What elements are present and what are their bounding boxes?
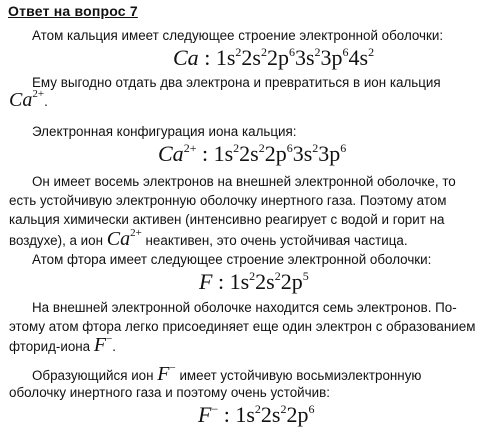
paragraph-line: воздухе), а ион $Ca^{2+}$ неактивен, это очень устойчивая частица. <box>9 227 408 250</box>
formula-fluorine-configuration <box>199 270 309 294</box>
orbital-term: $1s^2$ <box>235 402 261 427</box>
ion-charge: − <box>211 402 219 416</box>
orbital-term: $4s^2$ <box>348 45 375 70</box>
paragraph-calcium-ionization <box>32 75 441 91</box>
formula-separator: : <box>218 402 236 427</box>
paragraph-calcium-intro: Атом кальция имеет следующее строение электронной оболочки: <box>32 28 444 43</box>
element-symbol: Ca <box>173 45 199 70</box>
orbital-term: $3s^2$ <box>292 141 319 166</box>
paragraph-text: Ему выгодно отдать два электрона и превратиться в ион кальция <box>32 75 441 90</box>
element-symbol: F <box>198 402 212 427</box>
orbital-term: $1s^2$ <box>229 269 256 294</box>
paragraph-line: На внешней электронной оболочке находится семь электронов. По- <box>32 300 457 315</box>
fluoride-ion-symbol: F− <box>157 362 176 385</box>
orbital-term: $2s^2$ <box>255 269 281 294</box>
paragraph-line: Образующийся ион F− имеет устойчивую восьмиэлектронную <box>32 362 422 385</box>
orbital-term: $3p^6$ <box>318 141 347 166</box>
orbital-term: $2p^6$ <box>264 141 293 166</box>
page-title: Ответ на вопрос 7 <box>8 3 138 19</box>
orbital-term: $2s^2$ <box>241 45 267 70</box>
orbital-term: $3p^6$ <box>320 45 349 70</box>
fluoride-ion-symbol: F− <box>93 333 113 356</box>
paragraph-line: есть устойчивую электронную оболочку инертного газа. Поэтому атом <box>9 193 447 208</box>
formula-calcium-configuration <box>173 46 374 70</box>
calcium-ion-symbol: $Ca^{2+}$ <box>9 88 45 111</box>
orbital-term: $2s^2$ <box>260 402 287 427</box>
orbital-term: $2s^2$ <box>239 141 265 166</box>
element-symbol: F <box>199 269 213 294</box>
paragraph-line: этому атом фтора легко присоединяет еще один электрон с образованием <box>9 319 476 334</box>
orbital-term: $2p^6$ <box>286 402 315 427</box>
formula-separator: : <box>212 269 230 294</box>
formula-separator: : <box>198 45 216 70</box>
orbital-term: $3s^2$ <box>294 45 321 70</box>
paragraph-line: оболочку инертного газа и поэтому очень устойчив: <box>9 385 330 400</box>
formula-calcium-ion-configuration <box>158 142 346 166</box>
orbital-term: $2p^5$ <box>280 269 309 294</box>
orbital-term: $1s^2$ <box>213 141 240 166</box>
paragraph-fluorine-intro: Атом фтора имеет следующее строение электронной оболочки: <box>32 252 432 267</box>
paragraph-line: фторид-иона F−. <box>9 333 117 356</box>
paragraph-calcium-ion-config: Электронная конфигурация иона кальция: <box>32 124 297 139</box>
orbital-term: $1s^2$ <box>215 45 242 70</box>
ion-charge: 2+ <box>183 141 197 155</box>
paragraph-line: кальция химически активен (интенсивно реагирует с водой и горит на <box>9 212 445 227</box>
formula-separator: : <box>196 141 214 166</box>
paragraph-line: Он имеет восемь электронов на внешней электронной оболочке, то <box>32 174 456 189</box>
orbital-term: $2p^6$ <box>266 45 295 70</box>
formula-fluoride-ion-configuration <box>198 403 314 427</box>
calcium-ion-symbol: $Ca^{2+}$ <box>106 227 142 250</box>
calcium-ion-line: $Ca^{2+}$. <box>9 88 48 111</box>
element-symbol: Ca <box>158 141 184 166</box>
